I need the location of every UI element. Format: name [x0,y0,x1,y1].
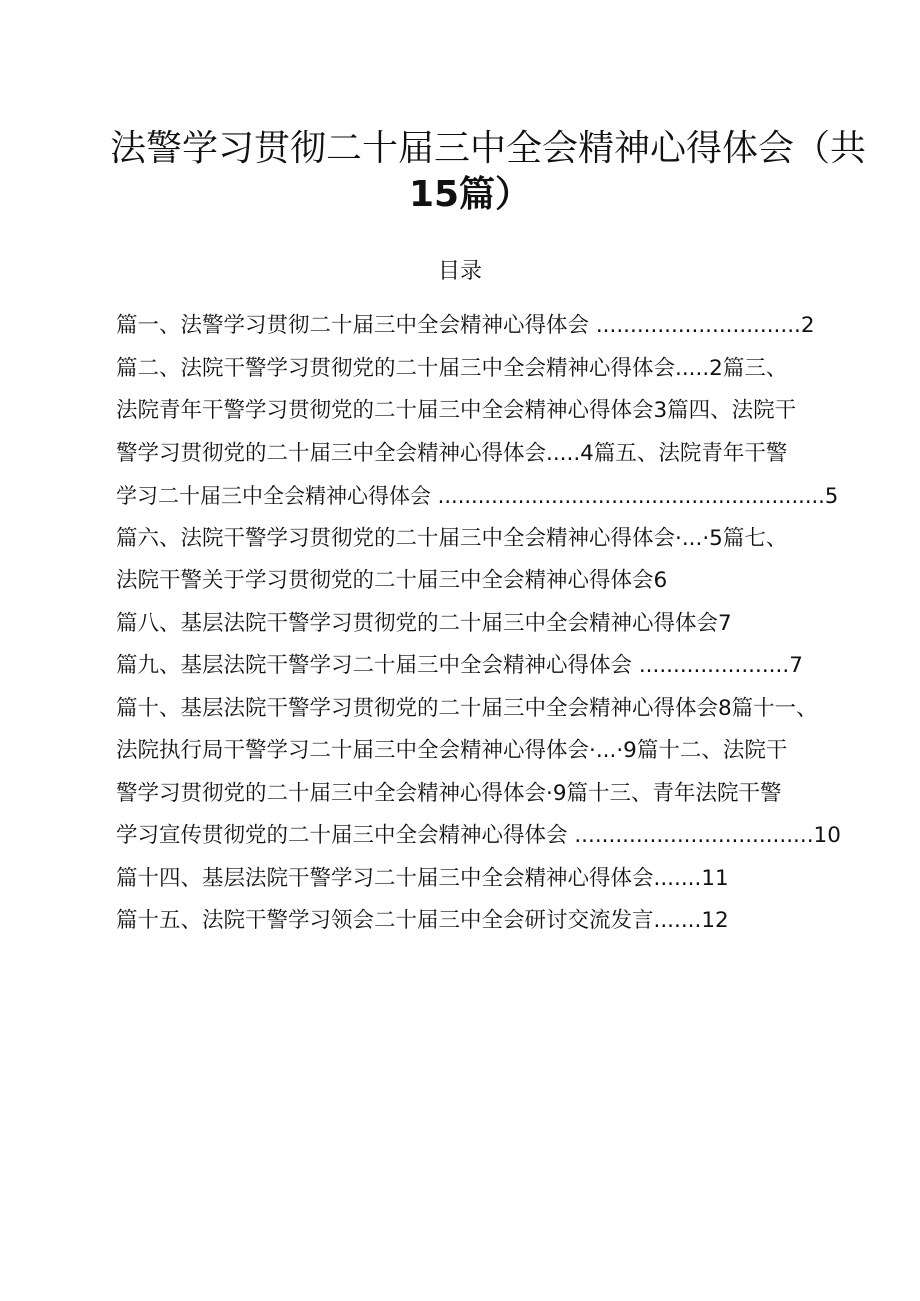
toc-line: 篇八、基层法院干警学习贯彻党的二十届三中全会精神心得体会7 [116,610,732,636]
toc-heading: 目录 [437,259,482,284]
toc-line: 警学习贯彻党的二十届三中全会精神心得体会.....4篇五、法院青年干警 [116,440,788,466]
toc-line: 篇十、基层法院干警学习贯彻党的二十届三中全会精神心得体会8篇十一、 [116,695,818,721]
table-of-contents [116,305,841,943]
toc-line: 学习二十届三中全会精神心得体会 ..........................................................5 [116,484,839,508]
toc-line: 篇二、法院干警学习贯彻党的二十届三中全会精神心得体会.....2篇三、 [116,355,788,381]
toc-line: 篇一、法警学习贯彻二十届三中全会精神心得体会 ..............................2 [116,313,815,338]
toc-line: 警学习贯彻党的二十届三中全会精神心得体会·9篇十三、青年法院干警 [116,780,782,806]
document-title-line-2: 15篇） [408,174,532,215]
toc-line: 篇六、法院干警学习贯彻党的二十届三中全会精神心得体会·...·5篇七、 [116,525,788,551]
toc-line: 法院干警关于学习贯彻党的二十届三中全会精神心得体会6 [116,568,668,593]
document-title [110,126,867,218]
toc-line: 篇九、基层法院干警学习二十届三中全会精神心得体会 ......................7 [116,653,803,678]
toc-line: 篇十五、法院干警学习领会二十届三中全会研讨交流发言.......12 [116,908,729,933]
toc-line: 学习宣传贯彻党的二十届三中全会精神心得体会 ...................................10 [116,823,841,848]
toc-line: 法院青年干警学习贯彻党的二十届三中全会精神心得体会3篇四、法院干 [116,398,797,423]
toc-line: 篇十四、基层法院干警学习二十届三中全会精神心得体会.......11 [116,865,729,891]
document-title-line-1: 法警学习贯彻二十届三中全会精神心得体会（共 [110,128,867,169]
toc-line: 法院执行局干警学习二十届三中全会精神心得体会·...·9篇十二、法院干 [116,738,788,763]
